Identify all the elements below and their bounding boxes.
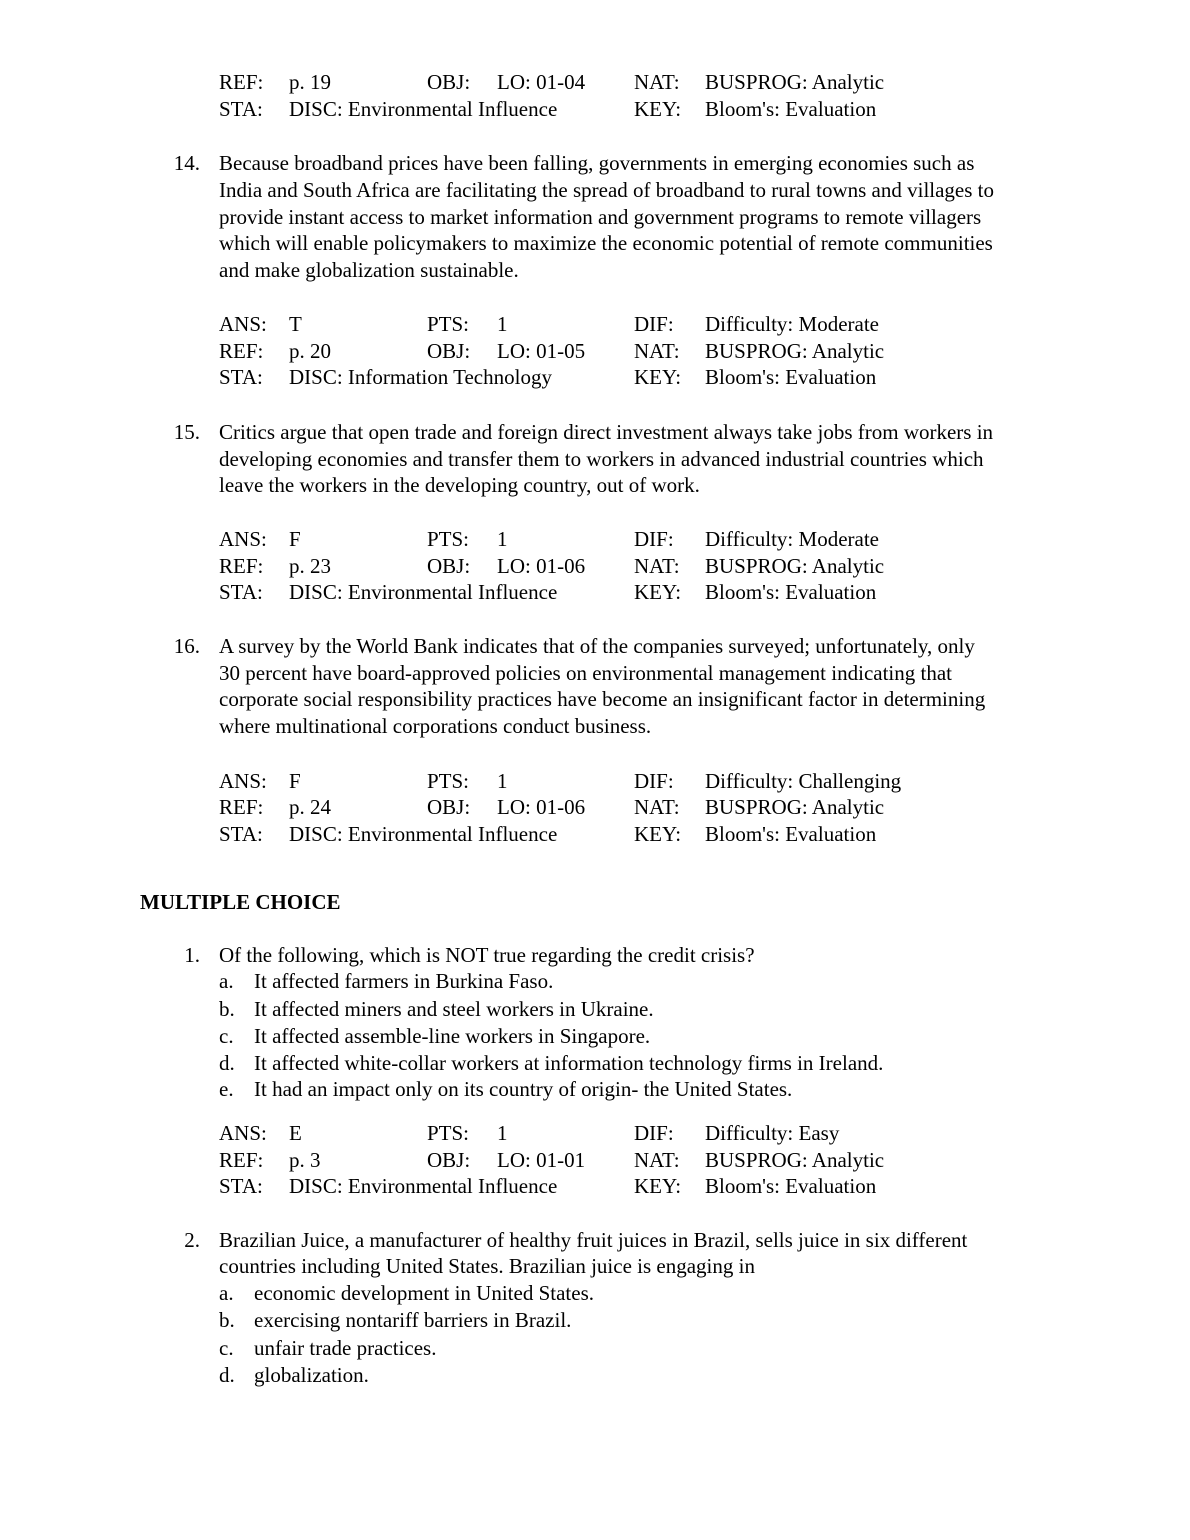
meta-value: BUSPROG: Analytic: [705, 1148, 885, 1172]
meta-label: PTS:: [427, 527, 470, 551]
option-text: It affected white-collar workers at information technology firms in Ireland.: [254, 1051, 884, 1075]
answer-value: T: [289, 312, 302, 336]
meta-label: REF:: [219, 1148, 264, 1172]
meta-label: ANS:: [219, 527, 267, 551]
meta-label: OBJ:: [427, 70, 471, 94]
meta-label: DIF:: [634, 1121, 674, 1145]
question-text-line: Because broadband prices have been falling, governments in emerging economies such as: [219, 151, 975, 175]
meta-value: p. 3: [289, 1148, 321, 1172]
question-number: 2.: [184, 1228, 200, 1252]
question-text-line: which will enable policymakers to maximize the economic potential of remote communities: [219, 231, 993, 255]
option-letter: d.: [219, 1051, 235, 1075]
question-number: 16.: [173, 634, 200, 658]
question-text-line: provide instant access to market information and government programs to remote villagers: [219, 205, 982, 229]
meta-label: REF:: [219, 70, 264, 94]
meta-value: 1: [497, 769, 508, 793]
question-text-line: leave the workers in the developing country, out of work.: [219, 473, 700, 497]
option-letter: c.: [219, 1336, 234, 1360]
meta-label: REF:: [219, 554, 264, 578]
meta-label: REF:: [219, 339, 264, 363]
meta-label: NAT:: [634, 1148, 680, 1172]
meta-value: Difficulty: Easy: [705, 1121, 840, 1145]
meta-label: OBJ:: [427, 554, 471, 578]
meta-label: ANS:: [219, 1121, 267, 1145]
meta-label: NAT:: [634, 795, 680, 819]
answer-value: F: [289, 527, 301, 551]
meta-value: p. 23: [289, 554, 331, 578]
meta-label: OBJ:: [427, 1148, 471, 1172]
question-text-line: countries including United States. Brazilian juice is engaging in: [219, 1254, 755, 1278]
meta-value: Difficulty: Challenging: [705, 769, 902, 793]
meta-value: DISC: Environmental Influence: [289, 822, 558, 846]
meta-label: NAT:: [634, 554, 680, 578]
meta-value: Difficulty: Moderate: [705, 527, 879, 551]
meta-value: DISC: Information Technology: [289, 365, 552, 389]
meta-label: KEY:: [634, 365, 682, 389]
question-text-line: Critics argue that open trade and foreign direct investment always take jobs from workers in: [219, 420, 994, 444]
meta-label: PTS:: [427, 769, 470, 793]
meta-label: PTS:: [427, 312, 470, 336]
question-text-line: and make globalization sustainable.: [219, 258, 519, 282]
meta-value: DISC: Environmental Influence: [289, 580, 558, 604]
section-heading: MULTIPLE CHOICE: [140, 890, 341, 914]
question-text-line: India and South Africa are facilitating the spread of broadband to rural towns and villages to: [219, 178, 995, 202]
meta-label: KEY:: [634, 1174, 682, 1198]
meta-label: STA:: [219, 822, 263, 846]
option-text: unfair trade practices.: [254, 1336, 437, 1360]
meta-value: BUSPROG: Analytic: [705, 795, 885, 819]
meta-label: OBJ:: [427, 795, 471, 819]
meta-value: BUSPROG: Analytic: [705, 70, 885, 94]
question-text-line: Of the following, which is NOT true regarding the credit crisis?: [219, 943, 755, 967]
meta-value: 1: [497, 312, 508, 336]
meta-value: LO: 01-04: [497, 70, 586, 94]
meta-label: NAT:: [634, 339, 680, 363]
meta-label: KEY:: [634, 822, 682, 846]
meta-value: BUSPROG: Analytic: [705, 554, 885, 578]
question-text-line: corporate social responsibility practices have become an insignificant factor in determining: [219, 687, 986, 711]
meta-value: LO: 01-01: [497, 1148, 586, 1172]
meta-value: p. 24: [289, 795, 331, 819]
meta-label: KEY:: [634, 97, 682, 121]
meta-label: PTS:: [427, 1121, 470, 1145]
meta-label: OBJ:: [427, 339, 471, 363]
meta-value: LO: 01-06: [497, 554, 586, 578]
question-text-line: developing economies and transfer them to workers in advanced industrial countries which: [219, 447, 984, 471]
question-text-line: 30 percent have board-approved policies on environmental management indicating that: [219, 661, 952, 685]
meta-label: ANS:: [219, 312, 267, 336]
meta-value: 1: [497, 527, 508, 551]
question-text-line: A survey by the World Bank indicates that of the companies surveyed; unfortunately, only: [219, 634, 975, 658]
question-number: 14.: [173, 151, 200, 175]
meta-label: NAT:: [634, 70, 680, 94]
meta-value: p. 19: [289, 70, 331, 94]
option-text: globalization.: [254, 1363, 369, 1387]
option-text: It affected miners and steel workers in Ukraine.: [254, 997, 654, 1021]
question-text-line: Brazilian Juice, a manufacturer of healthy fruit juices in Brazil, sells juice in six different: [219, 1228, 968, 1252]
meta-value: DISC: Environmental Influence: [289, 1174, 558, 1198]
meta-label: KEY:: [634, 580, 682, 604]
option-text: It had an impact only on its country of origin- the United States.: [254, 1077, 793, 1101]
meta-value: 1: [497, 1121, 508, 1145]
option-letter: a.: [219, 1281, 234, 1305]
meta-label: REF:: [219, 795, 264, 819]
option-letter: b.: [219, 1308, 235, 1332]
meta-value: Bloom's: Evaluation: [705, 365, 877, 389]
meta-label: DIF:: [634, 769, 674, 793]
option-letter: c.: [219, 1024, 234, 1048]
meta-value: DISC: Environmental Influence: [289, 97, 558, 121]
answer-value: F: [289, 769, 301, 793]
option-letter: b.: [219, 997, 235, 1021]
option-letter: a.: [219, 969, 234, 993]
option-letter: e.: [219, 1077, 234, 1101]
meta-value: BUSPROG: Analytic: [705, 339, 885, 363]
meta-label: DIF:: [634, 527, 674, 551]
meta-label: ANS:: [219, 769, 267, 793]
option-letter: d.: [219, 1363, 235, 1387]
option-text: exercising nontariff barriers in Brazil.: [254, 1308, 572, 1332]
meta-value: Bloom's: Evaluation: [705, 580, 877, 604]
meta-value: LO: 01-06: [497, 795, 586, 819]
meta-label: STA:: [219, 580, 263, 604]
meta-label: STA:: [219, 365, 263, 389]
option-text: It affected farmers in Burkina Faso.: [254, 969, 554, 993]
meta-label: DIF:: [634, 312, 674, 336]
answer-value: E: [289, 1121, 302, 1145]
meta-value: Bloom's: Evaluation: [705, 822, 877, 846]
option-text: economic development in United States.: [254, 1281, 594, 1305]
option-text: It affected assemble-line workers in Singapore.: [254, 1024, 651, 1048]
meta-value: Difficulty: Moderate: [705, 312, 879, 336]
question-text-line: where multinational corporations conduct business.: [219, 714, 652, 738]
question-number: 1.: [184, 943, 200, 967]
meta-value: p. 20: [289, 339, 331, 363]
meta-label: STA:: [219, 97, 263, 121]
meta-label: STA:: [219, 1174, 263, 1198]
meta-value: Bloom's: Evaluation: [705, 97, 877, 121]
question-number: 15.: [173, 420, 200, 444]
meta-value: LO: 01-05: [497, 339, 586, 363]
meta-value: Bloom's: Evaluation: [705, 1174, 877, 1198]
